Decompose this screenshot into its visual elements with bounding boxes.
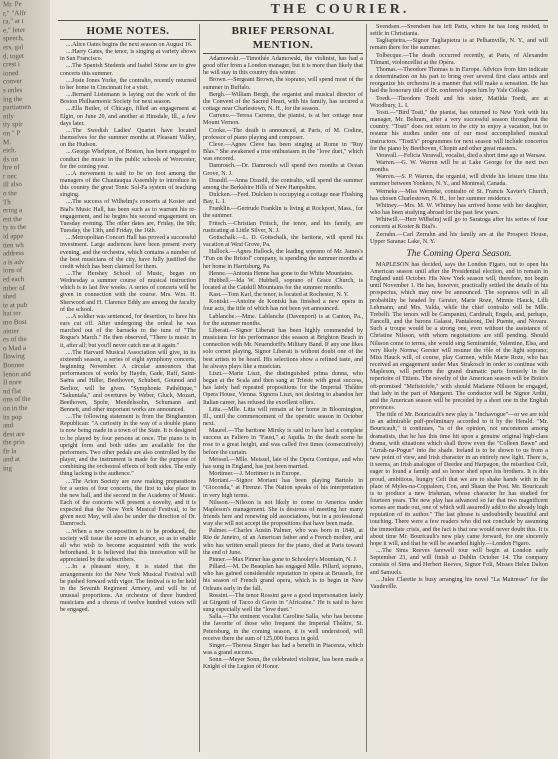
fold-text-fragment: es of the [3, 335, 27, 344]
fold-text-fragment: d, toget [3, 51, 24, 60]
home-note-item: ....Josie Jones Yorke, the contralto, recently returned to her home in Cincinnati for a visit. [60, 77, 196, 91]
fold-text-fragment: on " P [3, 128, 21, 138]
fold-text-fragment: its pop [3, 412, 22, 421]
personal-mention-item: Brown.—Sergeant Brown, the soprano, will spend most of the summer in Buffalo. [203, 77, 363, 91]
fold-text-fragment: partiamen [3, 103, 31, 112]
personal-mention-item: Drasdil.—Anna Drasdil, the contralto, will spend the summer among the Berkshire Hills of New Hampshire. [203, 177, 363, 191]
fold-text-fragment: ds on [3, 154, 18, 164]
personal-mention-item: Veravall.—Felicia Veravall, vocalist, died a short time ago at Warsaw. [376, 152, 547, 159]
fold-text-fragment: shed [3, 292, 16, 301]
fold-text-fragment: conver [3, 77, 23, 86]
opera-paragraph: The title of Mr. Bouricault's new play is "Inchavogue"—or we are told in an admirable puff-preliminary accorded to it by the Herald. "Mr. Bouricault," it continues, "is of the opinion, not uncommon among dramatists, that he has this time hit upon a genuine original high-class drama, with situations which shall throw even the "Colleen Bawn" and "Arrah-na-Pogue" into the shade. Ireland is to be shown to us from a new point of view, and Irish character in an entirely new light. There is, it seems, an Irish analogue of Deedee and Harpagon, the miserliest Celt, eager to found a family and so honor shed upon his brothers. It is this proud, ambitious, hungry Celt that we are to shake hands with in the place of Myles-na-Coppaleen, Con, and Shaun the Post. Mr. Bouricault is to produce a new Irishman, whose character he has studied for fourteen years. The new play has advanced so far that two magnificent scenes are made out, one of which will assuredly add to the already high reputation of its author." The last phrase is undoubtedly beautiful and touching. There were a few readers who did not conclude by assuming the immediate crisis, and the fact is that one would never doubt this. It is about time Mr. Bouricault's new play came forward, for one sincerely hope it will, and that he will be awarded highly.—London Figaro. [370, 412, 548, 547]
personal-mention-item: Mortimer.—J. Mortimer is in Europe. [209, 471, 301, 478]
personal-mention-item: Thomas.—Theodore Thomas is in Europe. Advices from him indicate a determination on his part to bring over several first class artists and reorganize his orchestra in a manner that will make a sensation. He has had the honorary title of Dr. conferred upon him by Yale College. [370, 66, 548, 95]
header-rule [58, 20, 548, 21]
fold-text-fragment: ill also [3, 180, 22, 189]
personal-mention-item: Sonn.—Meyer Sonn, the celebrated violinist, has been made a Knight of the Legion of Honor. [203, 657, 363, 671]
opera-paragraph: MAPLESON has decided, says the London Figaro, not to open his American season until after the Presidential election, and to remain in England until October. His New York season will, therefore, not begin until November 1. He has, however, practically settled the details of his prospectus, which may now be announced. The sopranos will in all probability be headed by Gerster, Marie Roze, Minnie Hauck, Lilli Lehmann, and Mrs. Valda, while the chief contralto will be Mlle. Trebelli. The tenors will be Campanini, Cardinali, Engels, and, perhaps, Fancelli, and the barons Galassi, Pantaleoni, Del Puente, and Novara. Such a troupe would be a strong one, even without the assistance of Christine Nilsson, with whom negotiations are still pending. Should Nilsson come to terms, she would sing Semiramide, Valentine, Elsa, and very likely Norma; Gerster will resume the rôle of the light soprano; Miss Hauck will, of course, play Carmen, while Marie Roze, who has received an engagement under Max Strakosch in order to continue with Mapleson, will perform the grand dramatic parts formerly in the repertoire of Titiens. The novelty of the American season will be Boito's oft-promised "Mefistofele," with should Madame Nilsson be engaged, that lady in the part of Margaret. The conductor will be Signor Arditi, and the American season will be preceded by a short one in the English provinces. [370, 261, 548, 411]
fold-text-fragment: ions of [3, 266, 23, 275]
personal-mention-item: Maurel.—The baritone Mirsky is said to have had a complete success as Faliero in "Faust," at Aquila. In the death scene he rose to a great height, and was called five times (consecutively) before the curtain. [203, 428, 363, 456]
opera-season-body [370, 262, 548, 591]
fold-text-fragment: eich. [3, 146, 17, 155]
fold-text-fragment: r nec [3, 172, 17, 181]
home-note-item: ....A movement is said to be on foot among the managers of the Chautauqua Assembly to introduce in this country the great Tonic Sol-Fa system of teaching singing. [60, 170, 196, 199]
personal-mention-item: Whitney.—Mrs. M. W. Whitney has arrived home with her daughter, who has been studying abroad for the past few years. [370, 202, 548, 217]
fold-text-fragment: and [3, 421, 14, 430]
personal-mention-item: Zerrahn.—Carl Zerrahn and his family are at the Prospect House, Upper Saranac Lake, N. Y. [370, 231, 548, 245]
home-note-item: ....In a pleasant story, it is stated that the arrangements for the New York Musical Festival will be pushed forward with vigor. The festival is to be held in the Seventh Regiment Armory, and will be of unusual proportions. An orchestra of three hundred musicians and a chorus of twelve hundred voices will be engaged. [60, 564, 196, 614]
home-notes-heading: HOME NOTES. [60, 24, 196, 40]
personal-mention-item: Svendsen.—Svendsen has left Paris, where he has long resided, to settle in Christiania. [370, 24, 548, 38]
fold-text-fragment: tten wh [3, 240, 24, 250]
fold-text-fragment: ntly [3, 111, 14, 121]
personal-mention-item: Franklin.—Gertrude Franklin is living at Rockport, Mass., for the summer. [203, 206, 363, 220]
personal-mention-item: Salla.—The eminent vocalist Caroline Salla, who has become the favorite of those who frequent the Imperial Théâtre, St. Petersburg, in the coming season, it is well understood, will receive there the sum of 125,000 francs in gold. [203, 614, 363, 642]
fold-text-fragment: o the [3, 189, 17, 198]
fold-text-fragment: te at pub [3, 300, 28, 310]
personal-mention-item: Warren.—G. W. Warren will be at Lake George for the next two months. [370, 159, 548, 174]
fold-text-fragment: hre of [3, 163, 20, 172]
personal-mention-item: Kontski.—Antoine de Kontski has finished a new opera in four acts, the title of which has not been yet announced. [203, 299, 363, 313]
personal-mention-item: Carreno.—Teresa Carreno, the pianist, is at her cottage near Mount Vernon. [203, 113, 363, 127]
personal-mention-item: Henne.—Antonia Henne has gone to the White Mountains. [209, 270, 354, 277]
fold-text-fragment: speech, [3, 34, 24, 43]
personal-mention-item: Liszt.—Marie Liszt, the distinguished prima donna, who began at the Scala and then sang at Trieste with great success, has lately had repeated propositions for the Imperial Théâtre Opera House, Vienna. Signora Liszt, not desiring to abandon her Italian career, has refused the excellent offers. [203, 370, 363, 406]
personal-mention-item: Kast.—Tom Karl, the tenor, is located at Rochester, N. Y. [209, 292, 349, 299]
personal-mention-item: Cooke.—The death is announced, at Paris, of M. Codine, professor of piano playing and composer. [203, 127, 363, 141]
personal-mention-item: Moriani.—Signor Moriani has been playing Bartolo in "Gioconda," at Firenze. The Nation speaks of his interpretation in very high terms. [203, 478, 363, 499]
personal-mention-item: Tagliapietra.—Signor Tagliapietra is at Pelhamville, N. Y., and will remain there for the summer. [370, 38, 548, 52]
fold-text-fragment: ers, gal [3, 42, 24, 52]
fold-text-fragment: Mr. Pe [3, 0, 22, 9]
opera-paragraph: ....The Sims Reeves farewell tour will begin at London early September 23, and will finish at Dublin October 14. The company consists of Sims and Herbert Reeves, Signor Foli, Misses Helen Dalton and Samuels. [370, 548, 548, 576]
personal-mention-item: Palmer.—Charles Austin Palmer, who was born in 1840, at Rio de Janeiro, of an American father and a French mother, and who has written small pieces for the piano, died at Paris toward the end of June. [203, 528, 363, 556]
left-page-fold [0, 0, 50, 759]
column-rule [366, 24, 367, 752]
personal-mention-item: Hubbell.—Ida W. Hubbell, soprano of Grace Church, is located at the Catskill Mountains for the summer months. [203, 277, 363, 291]
home-note-item: ....The Swedish Ladies' Quartet have located themselves for the summer months at Pleasant Valley, on the Hudson. [60, 127, 196, 149]
home-note-item: ....The Spanish Students and Isabel Stone are to give concerts this summer. [60, 63, 196, 77]
right-column [370, 24, 548, 754]
home-note-item: ....George Whelpton, of Boston, has been engaged to conduct the music in the public schools of Worcester, for the coming year. [60, 149, 196, 170]
personal-mention-item: Singer.—Theresa Singer has had a benefit in Piacenza, which was a grand success. [203, 642, 363, 656]
home-note-item: ....The Harvard Musical Association will give, in its sixteenth season, a series of eight symphony concerts, beginning November. A circular announces that performances of works by Haydn, Gade, Raff, Saint-Saëns and Hiller, Beethoven, Schubert, Gounod and Berlioz, will be given. "Symphonie Pathétique," "Sakuntala," and overtures by Weber, Gluck, Mozart, Beethoven, Spohr, Mendelssohn, Schumann and Bennett, and other important works are announced. [60, 349, 196, 413]
fold-text-fragment: ed each [3, 275, 25, 284]
brief-personal-column [203, 24, 363, 754]
fold-text-fragment: Th [3, 197, 11, 207]
personal-mention-item: Toedt.—Theodore Toedt and his sister, Matilda Toedt, are at Woodbury, L. I. [370, 95, 548, 109]
fold-text-fragment: id appe [3, 232, 24, 241]
fold-text-fragment: r," "Alfr [3, 8, 26, 17]
fold-text-fragment: ty to the [3, 223, 26, 232]
fold-text-fragment: the prin [3, 438, 25, 447]
fold-text-fragment: hat ter [3, 309, 21, 318]
personal-mention-item: Litta.—Mlle. Litta will remain at her home in Bloomington, Ill., until the commencement of the operatic season in October next. [203, 406, 363, 427]
personal-mention-item: Nilsson.—Nilsson is not likely to come to America under Mapleson's management. She is desirous of meeting her many friends here and renewing old associations, but in a professional way she will not accept the propositions that have been made. [203, 499, 363, 528]
fold-text-fragment: tty spir [3, 120, 23, 129]
brief-personal-body [203, 56, 363, 671]
home-note-item: ....Bernard Listemann is laying out the work of the Boston Philharmonic Society for next season. [60, 92, 196, 106]
personal-mention-item: Warren.—S. P. Warren, the organist, will divide his leisure time this summer between Yonkers, N. Y., and Montreal, Canada. [370, 174, 548, 188]
fold-text-fragment: crest i [3, 60, 20, 69]
home-note-item: ....Alice Oates begins the next season on August 16. [66, 42, 193, 48]
fold-text-fragment: ing the [3, 94, 23, 103]
opera-paragraph: ....Jules Claretie is busy arranging his novel "La Maitresse" for the Vaudeville. [370, 576, 548, 590]
fold-text-fragment: o Mad a [3, 343, 26, 353]
fold-text-fragment: ent the [3, 214, 22, 224]
fold-text-fragment: mo Bost [3, 317, 27, 327]
fold-text-fragment: address [3, 249, 24, 258]
home-note-item: ....The Arion Society are now making preparations for a series of four concerts, the first to take place in the new hall, and the second in the Academy of Music. Each of the concerts will present a novelty, and it is expected that the New York Musical Festival, to be given next May, will also be under the direction of Dr. Damrosch. [60, 478, 196, 528]
fold-text-fragment: ra," at t [3, 17, 24, 26]
personal-continued [370, 24, 548, 246]
home-note-item: ....Harry Gates, the tenor, is singing at variety shows in San Francisco. [60, 49, 196, 63]
fold-text-fragment: ainter [3, 326, 19, 335]
fold-text-fragment: a is adv [3, 257, 25, 267]
home-note-item: ....When a new composition is to be produced, the society will issue the score in advance, so as to enable all who wish to become acquainted with the work beforehand. It is believed that this innovation will be appreciated by the subscribers. [60, 528, 196, 564]
personal-mention-item: Rossini.—The tenor Rossini gave a good impersonation lately at Girgenti of Tacco di Gavio in "Africaine." He is said to have sung especially well the "love duet." [203, 592, 363, 614]
fold-text-fragment: Ienon and [3, 369, 31, 378]
fold-text-fragment: e," Ieter [3, 25, 26, 35]
home-note-item: ....A soldier was sentenced, for desertion, to have his ears cut off. After undergoing the ordeal he was marched out of the barracks to the tune of "The Rogue's March." He then observed, "There is music in it, after all; but you'll never catch me at it again." [60, 313, 196, 349]
fold-text-fragment: nd flat [3, 386, 22, 396]
personal-mention-item: Lablanche.—Mme. Lablanche (Davenport) is at Canton, Pa., for the summer months. [203, 313, 363, 327]
fold-text-fragment: on in the [3, 403, 28, 413]
home-note-item: ....The Hershey School of Music, began on Wednesday a summer course of musical instruction which is to last five weeks. A series of concerts will be given in connection with the course. Mrs. Wm. H. Sherwood and H. Clarence Eddy are among the faculty of the school. [60, 271, 196, 313]
personal-mention-item: Adamowski.—Timothée Adamowski, the violinist, has had a good offer from a London manager, but it is more than likely that he will stay in this country this winter. [203, 56, 363, 77]
personal-mention-item: Fritsch.—Christian Fritsch, the tenor, and his family, are rusticating at Little Silver, N. J. [203, 220, 363, 234]
personal-mention-item: Meissel.—Mlle. Meissel, late of the Opera Comique, and who has sung in England, has just been married. [203, 456, 363, 470]
opera-season-heading: The Coming Opera Season. [406, 248, 512, 259]
personal-mention-item: Damrosch.—Dr. Damrosch will spend two months at Ocean Grove, N. J. [203, 163, 363, 177]
home-notes-body [60, 42, 196, 615]
fold-text-fragment: Il nore [3, 378, 22, 387]
home-note-item: ....The success of Wilhelmj's concerts at Koster and Bial's Music Hall, has been such as to warrant his re-engagement, and he begins his second engagement on Tuesday evening. The other dates are, Friday, the 9th; Tuesday, the 13th, and Friday, the 16th. [60, 199, 196, 235]
personal-mention-item: Pillard.—M. De Beauplan has engaged Mlle. Pillard, soprano, who has gained considerable reputation in opera at Brussels, for his season of French grand opera, which is to begin in New Orleans early in the fall. [203, 564, 363, 592]
personal-mention-item: Gottschalk.—L. D. Gottschalk, the baritone, will spend his vacation at West Grove, Pa. [203, 234, 363, 249]
fold-text-fragment: ing [3, 464, 12, 473]
personal-mention-item: Hallock.—Agnes Hallock, the leading soprano of Mr. James's "Fun on the Bristol" company, is spending the summer months at her home in Harrisburg, Pa. [203, 249, 363, 270]
home-note-item: ....Metropolitan Concert Hall has proved a successful investment. Large audiences have been present every evening, and the orchestra, which contains a number of the best musicians of the city, have fully justified the credit which has been claimed for them. [60, 235, 196, 270]
personal-mention-item: Bergh.—William Bergh, the organist and musical director of the Convent of the Sacred Heart, with his family, has secured a cottage near Charlestown, N. H., for the season. [203, 91, 363, 113]
fold-text-fragment: mber of [3, 283, 25, 292]
brief-personal-heading: BRIEF PERSONAL MENTION. [203, 24, 363, 54]
personal-mention-item: Cleve.—Agnes Cleve has been singing at Rome in "Ruy Blas." She awakened a true enthusiasm in the "love duet," which was encored. [203, 141, 363, 163]
fold-text-fragment: and at [3, 455, 20, 464]
fold-text-fragment: ons of the [3, 395, 31, 404]
fold-text-fragment: Bonnee [3, 360, 25, 370]
personal-mention-item: Dulcken.—Ferd. Dulcken is occupying a cottage near Flushing Bay, L. I. [203, 191, 363, 206]
masthead: THE COURIER. [270, 2, 410, 17]
fold-text-fragment: fir la [3, 447, 17, 456]
fold-text-fragment: s unles [3, 85, 23, 95]
personal-mention-item: Pinner.—Max Pinner has gone to Schooley's Mountain, N. J. [209, 556, 358, 563]
column-rule [199, 24, 200, 752]
personal-mention-item: Liberati.—Signor Liberati has been highly commended by musicians for his performance this season at Brighton Beach in connection with Mr. Neuendorff's Military Band. If any one likes solo cornet playing, Signor Liberati is without doubt one of the best artists to be heard. His selections show a refined taste, and he always plays like a musician. [203, 327, 363, 370]
fold-text-fragment: dest are [3, 429, 25, 439]
fold-text-fragment: ioned [3, 68, 19, 78]
home-notes-column [60, 24, 196, 754]
personal-mention-item: Whitwill.—Herr Wilhelmj will go to Saratoga after his series of four concerts at Koster & Bial's. [370, 217, 548, 231]
fold-text-fragment: M. [3, 137, 11, 146]
personal-mention-item: Tolbecque.—The death occurred recently, at Paris, of Alexandre Tilmant, violoncellist at the Opéra. [370, 52, 548, 66]
home-note-item: ....The following statement is from the Binghamton Republican: "A curiosity in the way of a double piano is now being made in a town of the State. It is designed to be played by four persons at once. The piano is in upright form and both sides are available for the performers. Two other pedals are also controlled by the player, and the instrument is made for the purpose of combining the orchestral effects of both sides. The only thing lacking is the audience." [60, 414, 196, 478]
personal-mention-item: Tosti.—"Bird Tosti," the pianist, has returned to New York with his manager, Mr. Beltram, after a very successful season throughout the country. "Tosti" does not return to the city to enjoy a vacation, but to resume his studies under one of our most accomplished musical instructors. "Tosti's" programmes for next season will include concertos for the piano by Beethoven, Chopin and other great masters. [370, 109, 548, 152]
fold-text-fragment: Ilowing [3, 352, 25, 361]
home-note-item: ....Ella Butler, of Chicago, filled an engagement at Elgin, on June 20, and another at Hinsdale, Ill., a few days later. [60, 106, 196, 127]
fold-text-fragment: ering a [3, 206, 23, 215]
personal-mention-item: Werneke.—Miss Werneke, contralto of St. Francis Xavier's Church, has chosen Charlestown, N. H., for her summer residence. [370, 188, 548, 202]
